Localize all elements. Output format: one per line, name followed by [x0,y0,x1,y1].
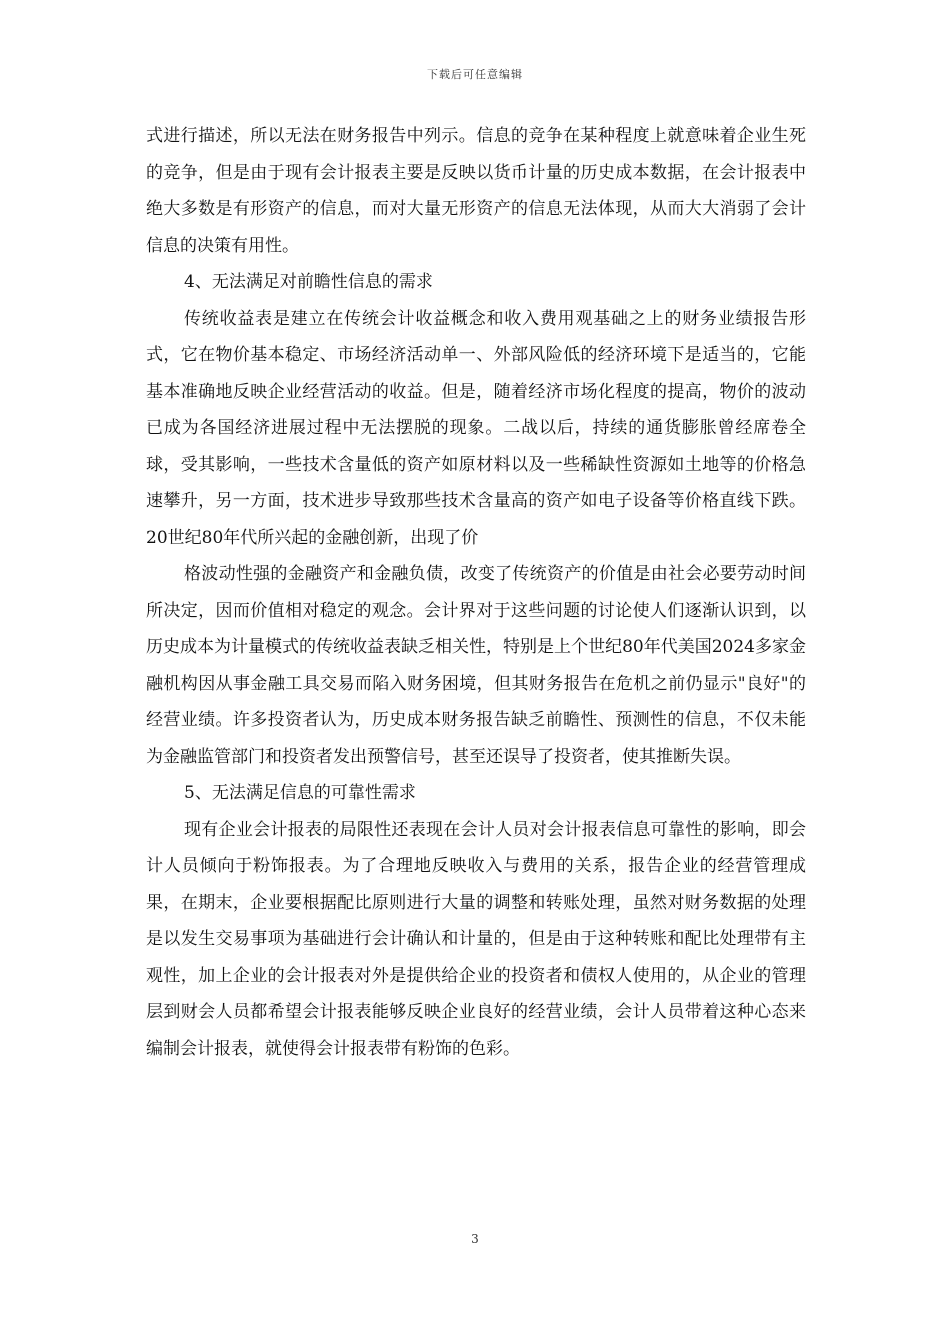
page-header: 下载后可任意编辑 [427,68,523,81]
paragraph-income-statement: 传统收益表是建立在传统会计收益概念和收入费用观基础之上的财务业绩报告形式，它在物价基本稳定、市场经济活动单一、外部风险低的经济环境下是适当的，它能基本准确地反映企业经营活动的收益。但是，随着经济市场化程度的提高，物价的波动已成为各国经济进展过程中无法摆脱的现象。二战以后，持续的通货膨胀曾经席卷全球，受其影响，一些技术含量低的资产如原材料以及一些稀缺性资源如土地等的价格急速攀升，另一方面，技术进步导致那些技术含量高的资产如电子设备等价格直线下跌。20世纪80年代所兴起的金融创新，出现了价 [146,308,806,548]
paragraph-reliability: 现有企业会计报表的局限性还表现在会计人员对会计报表信息可靠性的影响，即会计人员倾向于粉饰报表。为了合理地反映收入与费用的关系，报告企业的经营管理成果，在期末，企业要根据配比原则进行大量的调整和转账处理，虽然对财务数据的处理是以发生交易事项为基础进行会计确认和计量的，但是由于这种转账和配比处理带有主观性，加上企业的会计报表对外是提供给企业的投资者和债权人使用的，从企业的管理层到财会人员都希望会计报表能够反映企业良好的经营业绩，会计人员带着这种心态来编制会计报表，就使得会计报表带有粉饰的色彩。 [146,819,806,1059]
paragraph-continuation: 式进行描述，所以无法在财务报告中列示。信息的竞争在某种程度上就意味着企业生死的竞争，但是由于现有会计报表主要是反映以货币计量的历史成本数据，在会计报表中绝大多数是有形资产的信息，而对大量无形资产的信息无法体现，从而大大消弱了会计信息的决策有用性。 [146,126,806,256]
section-heading-5: 5、无法满足信息的可靠性需求 [184,783,416,803]
paragraph-price-volatility: 格波动性强的金融资产和金融负债，改变了传统资产的价值是由社会必要劳动时间所决定，因而价值相对稳定的观念。会计界对于这些问题的讨论使人们逐渐认识到，以历史成本为计量模式的传统收益表缺乏相关性，特别是上个世纪80年代美国2024多家金融机构因从事金融工具交易而陷入财务困境，但其财务报告在危机之前仍显示"良好"的经营业绩。许多投资者认为，历史成本财务报告缺乏前瞻性、预测性的信息，不仅未能为金融监管部门和投资者发出预警信号，甚至还误导了投资者，使其推断失误。 [146,564,806,767]
section-heading-4: 4、无法满足对前瞻性信息的需求 [184,272,433,292]
page-number: 3 [471,1232,479,1246]
document-body [146,118,806,1067]
